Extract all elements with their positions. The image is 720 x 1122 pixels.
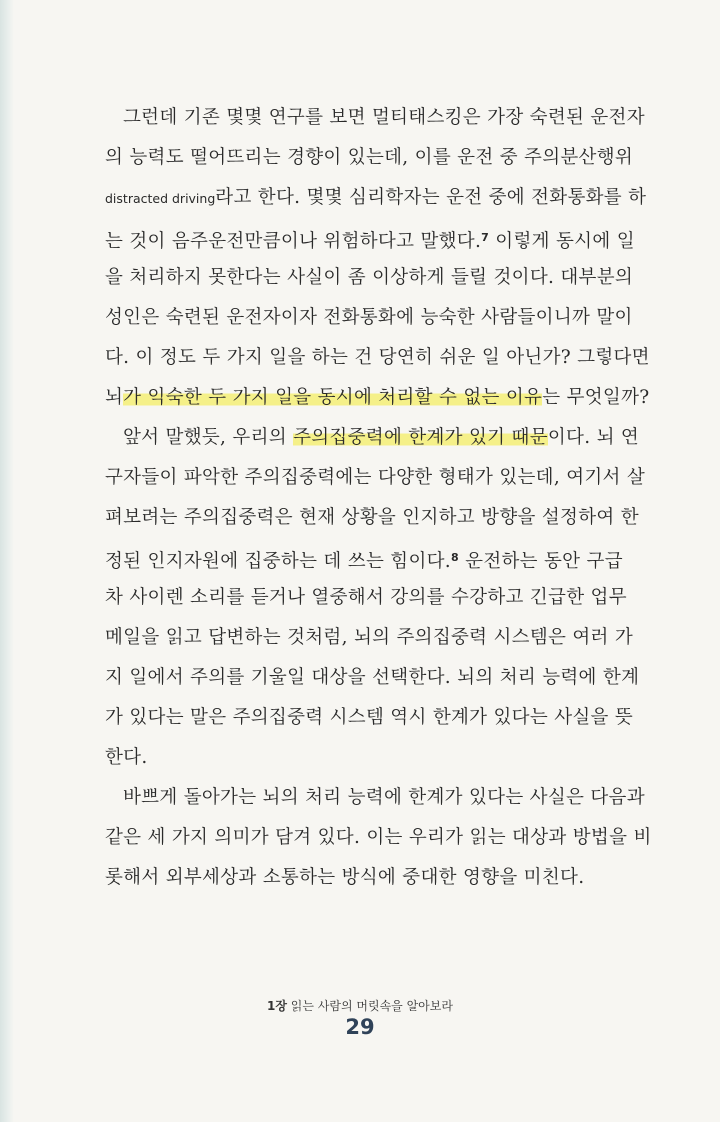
chapter-number: 1장	[267, 999, 287, 1013]
text-line	[105, 138, 634, 178]
text-segment: 같은 세 가지 의미가 담겨 있다. 이는 우리가 읽는 대상과 방법을 비	[105, 827, 652, 848]
text-segment: 성인은 숙련된 운전자이자 전화통화에 능숙한 사람들이니까 말이	[105, 307, 633, 328]
text-segment: 롯해서 외부세상과 소통하는 방식에 중대한 영향을 미친다.	[105, 867, 585, 888]
text-line	[105, 338, 650, 378]
text-segment: 펴보려는 주의집중력은 현재 상황을 인지하고 방향을 설정하여 한	[105, 507, 639, 528]
text-line	[105, 418, 640, 458]
text-segment: 는 무엇일까?	[542, 387, 650, 408]
text-line	[105, 778, 645, 818]
text-segment: 바쁘게 돌아가는 뇌의 처리 능력에 한계가 있다는 사실은 다음과	[123, 787, 645, 808]
text-line	[105, 618, 634, 658]
text-line	[105, 178, 647, 218]
text-segment: 가 있다는 말은 주의집중력 시스템 역시 한계가 있다는 사실을 뜻	[105, 707, 634, 728]
text-segment: 이렇게 동시에 일	[489, 231, 635, 252]
text-segment: 지 일에서 주의를 기울일 대상을 선택한다. 뇌의 처리 능력에 한계	[105, 667, 640, 688]
text-line	[105, 498, 639, 538]
highlighted-text: 가 익숙한 두 가지 일을 동시에 처리할 수 없는 이유	[123, 387, 543, 408]
text-line	[105, 858, 620, 898]
text-segment: 메일을 읽고 답변하는 것처럼, 뇌의 주의집중력 시스템은 여러 가	[105, 627, 634, 648]
chapter-title: 읽는 사람의 머릿속을 알아보라	[286, 999, 453, 1013]
text-segment: 뇌	[105, 387, 124, 408]
text-segment: 정된 인지자원에 집중하는 데 쓰는 힘이다.	[105, 551, 451, 572]
text-segment: 이다. 뇌 연	[547, 427, 640, 448]
text-line	[105, 538, 623, 578]
footnote-ref: 7	[481, 231, 490, 244]
text-line	[105, 658, 640, 698]
text-line	[105, 258, 634, 298]
body-text	[105, 98, 652, 898]
page-number: 29	[345, 1015, 375, 1039]
text-line	[105, 98, 645, 138]
text-segment: 차 사이렌 소리를 듣거나 열중해서 강의를 수강하고 긴급한 업무	[105, 587, 627, 608]
text-line	[105, 818, 652, 858]
text-segment: 그런데 기존 몇몇 연구를 보면 멀티태스킹은 가장 숙련된 운전자	[123, 107, 645, 128]
text-segment: 구자들이 파악한 주의집중력에는 다양한 형태가 있는데, 여기서 살	[105, 467, 646, 488]
text-line	[105, 378, 650, 418]
text-line	[105, 738, 620, 778]
text-line	[105, 698, 634, 738]
highlighted-text: 주의집중력에 한계가 있기 때문	[293, 427, 548, 448]
text-segment: 의 능력도 떨어뜨리는 경향이 있는데, 이를 운전 중 주의분산행위	[105, 147, 634, 168]
text-segment: 라고 한다. 몇몇 심리학자는 운전 중에 전화통화를 하	[215, 187, 647, 208]
text-line	[105, 458, 646, 498]
text-segment: 한다.	[105, 747, 148, 768]
footnote-ref: 8	[451, 551, 459, 564]
text-segment: 는 것이 음주운전만큼이나 위험하다고 말했다.	[105, 231, 482, 252]
text-segment: 을 처리하지 못한다는 사실이 좀 이상하게 들릴 것이다. 대부분의	[105, 267, 634, 288]
text-line	[105, 298, 633, 338]
text-segment: 앞서 말했듯, 우리의	[123, 427, 294, 448]
text-segment: distracted driving	[105, 191, 216, 206]
chapter-footer	[0, 997, 720, 1014]
text-line	[105, 578, 627, 618]
text-segment: 운전하는 동안 구급	[458, 551, 623, 572]
text-segment: 다. 이 정도 두 가지 일을 하는 건 당연히 쉬운 일 아닌가? 그렇다면	[105, 347, 650, 368]
text-line	[105, 218, 635, 258]
